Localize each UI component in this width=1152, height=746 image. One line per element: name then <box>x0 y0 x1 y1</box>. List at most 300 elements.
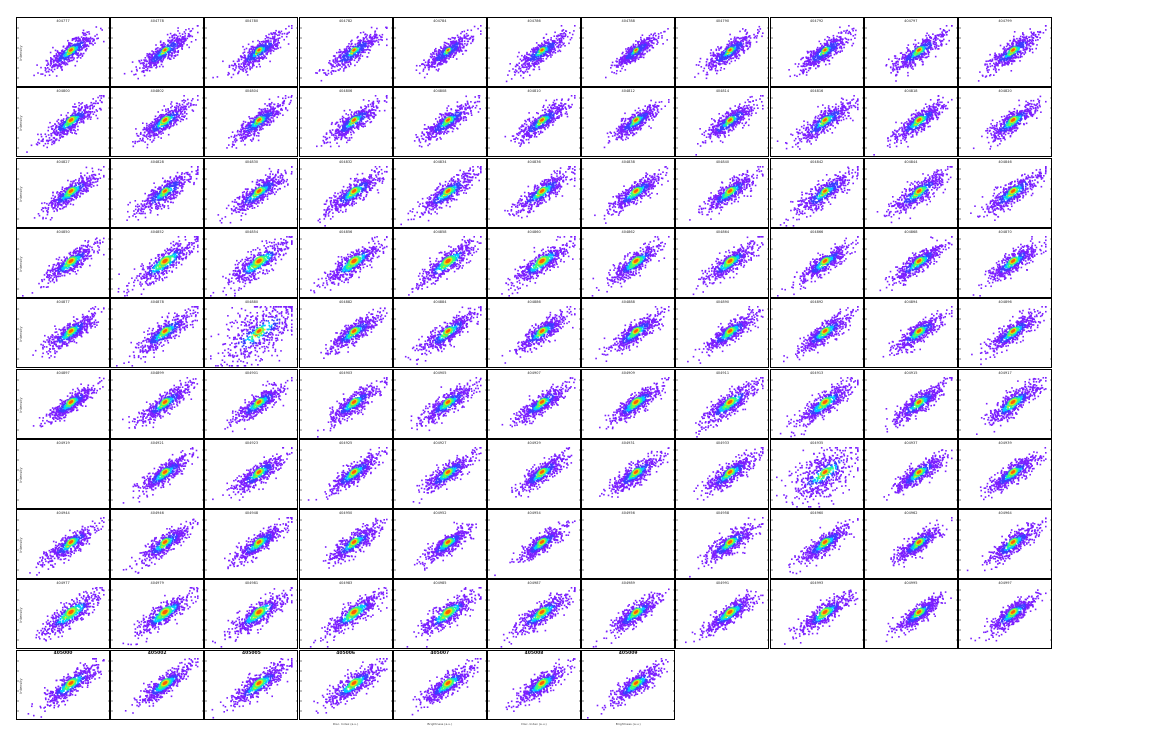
scatter-point <box>524 55 526 57</box>
scatter-point <box>144 60 146 62</box>
scatter-point <box>259 59 261 61</box>
scatter-point <box>509 63 511 65</box>
scatter-point <box>653 43 655 45</box>
scatter-point <box>824 59 826 61</box>
scatter-point <box>762 36 764 38</box>
scatter-point <box>559 50 561 52</box>
scatter-point <box>716 59 718 61</box>
scatter-point <box>833 40 835 42</box>
scatter-point <box>57 58 59 60</box>
scatter-point <box>837 32 839 34</box>
scatter-point <box>728 44 730 46</box>
scatter-point <box>635 53 637 55</box>
scatter-point <box>173 38 175 40</box>
scatter-point <box>847 39 849 41</box>
scatter-point <box>633 55 635 57</box>
scatter-point <box>528 59 530 61</box>
scatter-point <box>79 54 81 56</box>
scatter-point <box>738 54 740 56</box>
scatter-point <box>369 50 371 52</box>
scatter-point <box>266 57 268 59</box>
scatter-point <box>359 43 361 45</box>
scatter-point <box>714 65 716 67</box>
scatter-point <box>807 52 809 54</box>
scatter-point <box>79 40 81 42</box>
scatter-point <box>170 50 172 52</box>
scatter-point <box>176 48 178 50</box>
scatter-point <box>348 66 350 68</box>
scatter-point <box>810 56 812 58</box>
scatter-point <box>159 49 161 51</box>
scatter-point <box>632 56 634 58</box>
scatter-point <box>535 57 537 59</box>
scatter-point <box>250 57 252 59</box>
scatter-point <box>521 60 523 62</box>
scatter-point <box>456 35 458 37</box>
scatter-point <box>641 56 643 58</box>
scatter-point <box>470 30 472 32</box>
scatter-point <box>616 70 618 72</box>
scatter-point <box>328 62 330 64</box>
scatter-point <box>812 59 814 61</box>
scatter-point <box>474 26 476 28</box>
scatter-panel <box>581 17 675 87</box>
scatter-point <box>324 72 326 74</box>
scatter-point <box>715 61 717 63</box>
scatter-point <box>143 70 145 72</box>
scatter-point <box>731 41 733 43</box>
scatter-point <box>458 47 460 49</box>
scatter-point <box>461 31 463 33</box>
scatter-point <box>895 80 897 82</box>
scatter-point <box>532 61 534 63</box>
scatter-point <box>667 39 669 41</box>
scatter-point <box>709 63 711 65</box>
scatter-point <box>280 47 282 49</box>
scatter-point <box>253 52 255 54</box>
scatter-point <box>847 33 849 35</box>
scatter-point <box>195 39 197 41</box>
scatter-point <box>648 41 650 43</box>
scatter-point <box>729 56 731 58</box>
scatter-point <box>852 43 854 45</box>
scatter-point <box>177 54 179 56</box>
scatter-point <box>146 66 148 68</box>
scatter-point <box>360 52 362 54</box>
scatter-point <box>171 37 173 39</box>
scatter-point <box>362 39 364 41</box>
scatter-point <box>61 62 63 64</box>
scatter-point <box>248 55 250 57</box>
scatter-point <box>52 71 54 73</box>
scatter-point <box>359 32 361 34</box>
scatter-point <box>653 47 655 49</box>
scatter-point <box>75 65 77 67</box>
scatter-point <box>49 69 51 71</box>
scatter-point <box>698 64 700 66</box>
panel-title: 404780 <box>205 19 297 23</box>
scatter-point <box>270 49 272 51</box>
scatter-point <box>621 68 623 70</box>
scatter-point <box>336 61 338 63</box>
scatter-point <box>231 77 233 79</box>
scatter-point <box>567 36 569 38</box>
scatter-point <box>462 53 464 55</box>
scatter-point <box>840 41 842 43</box>
scatter-point <box>431 56 433 58</box>
scatter-point <box>84 38 86 40</box>
scatter-point <box>661 37 663 39</box>
scatter-point <box>438 55 440 57</box>
scatter-point <box>447 43 449 45</box>
scatter-point <box>251 46 253 48</box>
scatter-point <box>507 74 509 76</box>
scatter-point <box>826 54 828 56</box>
scatter-point <box>282 36 284 38</box>
scatter-point <box>348 43 350 45</box>
scatter-point <box>258 40 260 42</box>
scatter-point <box>565 34 567 36</box>
scatter-point <box>653 39 655 41</box>
scatter-point <box>543 55 545 57</box>
scatter-point <box>802 63 804 65</box>
scatter-point <box>151 55 153 57</box>
scatter-point <box>213 77 215 79</box>
scatter-point <box>284 33 286 35</box>
scatter-point <box>83 30 85 32</box>
scatter-point <box>626 53 628 55</box>
scatter-point <box>817 57 819 59</box>
scatter-point <box>821 57 823 59</box>
scatter-point <box>836 36 838 38</box>
scatter-point <box>835 39 837 41</box>
scatter-point <box>638 41 640 43</box>
scatter-point <box>63 58 65 60</box>
scatter-point <box>277 46 279 48</box>
scatter-point <box>747 42 749 44</box>
scatter-point <box>740 31 742 33</box>
scatter-point <box>248 65 250 67</box>
scatter-point <box>143 62 145 64</box>
scatter-point <box>472 39 474 41</box>
scatter-point <box>533 59 535 61</box>
scatter-point <box>370 27 372 29</box>
scatter-point <box>248 52 250 54</box>
scatter-point <box>375 34 377 36</box>
scatter-point <box>706 78 708 80</box>
scatter-point <box>381 34 383 36</box>
scatter-point <box>67 47 69 49</box>
scatter-point <box>245 63 247 65</box>
scatter-point <box>197 32 199 34</box>
scatter-point <box>84 46 86 48</box>
scatter-point <box>260 45 262 47</box>
scatter-point <box>431 54 433 56</box>
scatter-point <box>830 43 832 45</box>
scatter-point <box>735 56 737 58</box>
panel-title: 404777 <box>17 19 109 23</box>
scatter-point <box>182 48 184 50</box>
scatter-point <box>451 53 453 55</box>
scatter-point <box>459 36 461 38</box>
scatter-point <box>655 35 657 37</box>
scatter-point <box>542 58 544 60</box>
scatter-point <box>840 32 842 34</box>
scatter-point <box>244 49 246 51</box>
scatter-point <box>322 69 324 71</box>
scatter-point <box>460 33 462 35</box>
scatter-point <box>259 64 261 66</box>
scatter-point <box>78 37 80 39</box>
scatter-point <box>356 37 358 39</box>
scatter-point <box>729 63 731 65</box>
scatter-point <box>378 35 380 37</box>
scatter-point <box>624 58 626 60</box>
scatter-point <box>449 52 451 54</box>
scatter-point <box>440 50 442 52</box>
scatter-point <box>463 47 465 49</box>
scatter-point <box>818 51 820 53</box>
scatter-point <box>448 45 450 47</box>
scatter-point <box>169 40 171 42</box>
scatter-point <box>124 73 126 75</box>
scatter-point <box>84 33 86 35</box>
scatter-point <box>651 42 653 44</box>
scatter-point <box>506 81 508 83</box>
scatter-point <box>749 46 751 48</box>
scatter-point <box>58 64 60 66</box>
scatter-point <box>364 34 366 36</box>
scatter-point <box>342 56 344 58</box>
scatter-point <box>832 48 834 50</box>
scatter-point <box>543 60 545 62</box>
panel-title: 404782 <box>300 19 392 23</box>
scatter-point <box>332 60 334 62</box>
scatter-point <box>157 57 159 59</box>
scatter-point <box>347 56 349 58</box>
scatter-point <box>349 48 351 50</box>
scatter-point <box>707 59 709 61</box>
scatter-point <box>77 53 79 55</box>
scatter-point <box>97 38 99 40</box>
scatter-point <box>813 56 815 58</box>
scatter-point <box>159 48 161 50</box>
scatter-point <box>518 68 520 70</box>
scatter-point <box>818 41 820 43</box>
scatter-point <box>629 56 631 58</box>
scatter-point <box>838 44 840 46</box>
scatter-point <box>816 47 818 49</box>
scatter-point <box>818 61 820 63</box>
scatter-point <box>828 60 830 62</box>
scatter-point <box>833 54 835 56</box>
scatter-point <box>839 46 841 48</box>
scatter-point <box>646 37 648 39</box>
scatter-point <box>443 44 445 46</box>
scatter-point <box>799 70 801 72</box>
scatter-point <box>550 53 552 55</box>
scatter-point <box>541 43 543 45</box>
scatter-point <box>68 58 70 60</box>
scatter-point <box>734 54 736 56</box>
scatter-point <box>819 59 821 61</box>
scatter-point <box>217 76 219 78</box>
scatter-point <box>160 61 162 63</box>
scatter-point <box>825 64 827 66</box>
scatter-point <box>561 45 563 47</box>
scatter-point <box>526 52 528 54</box>
scatter-point <box>432 66 434 68</box>
scatter-point <box>279 31 281 33</box>
scatter-point <box>564 45 566 47</box>
scatter-point <box>718 63 720 65</box>
scatter-point <box>154 61 156 63</box>
scatter-point <box>358 52 360 54</box>
scatter-point <box>362 32 364 34</box>
scatter-point <box>828 63 830 65</box>
scatter-point <box>661 35 663 37</box>
scatter-point <box>186 44 188 46</box>
scatter-point <box>79 50 81 52</box>
scatter-point <box>449 55 451 57</box>
scatter-point <box>75 45 77 47</box>
scatter-point <box>459 48 461 50</box>
scatter-point <box>526 69 528 71</box>
scatter-point <box>341 53 343 55</box>
scatter-point <box>157 59 159 61</box>
scatter-point <box>809 53 811 55</box>
scatter-point <box>536 42 538 44</box>
scatter-point <box>168 51 170 53</box>
scatter-point <box>149 70 151 72</box>
scatter-point <box>359 55 361 57</box>
scatter-point <box>701 66 703 68</box>
scatter-point <box>809 57 811 59</box>
scatter-point <box>621 59 623 61</box>
scatter-point <box>548 44 550 46</box>
scatter-point <box>273 32 275 34</box>
scatter-point <box>72 53 74 55</box>
scatter-point <box>843 44 845 46</box>
scatter-point <box>722 55 724 57</box>
density-plot <box>488 18 581 87</box>
scatter-point <box>636 56 638 58</box>
scatter-point <box>64 54 66 56</box>
scatter-point <box>278 40 280 42</box>
scatter-point <box>376 28 378 30</box>
scatter-point <box>453 52 455 54</box>
scatter-point <box>724 58 726 60</box>
scatter-point <box>907 67 909 69</box>
scatter-point <box>160 41 162 43</box>
scatter-point <box>536 64 538 66</box>
scatter-point <box>617 64 619 66</box>
scatter-point <box>532 49 534 51</box>
scatter-point <box>854 37 856 39</box>
scatter-point <box>700 58 702 60</box>
scatter-point <box>540 45 542 47</box>
scatter-point <box>546 34 548 36</box>
scatter-point <box>82 38 84 40</box>
scatter-point <box>140 63 142 65</box>
scatter-point <box>555 52 557 54</box>
scatter-point <box>334 70 336 72</box>
scatter-point <box>73 57 75 59</box>
panel-title: 404778 <box>111 19 203 23</box>
scatter-point <box>187 35 189 37</box>
scatter-point <box>710 59 712 61</box>
scatter-point <box>647 48 649 50</box>
scatter-point <box>252 52 254 54</box>
scatter-point <box>359 58 361 60</box>
scatter-point <box>831 57 833 59</box>
panel-title: 404797 <box>865 19 957 23</box>
scatter-point <box>167 58 169 60</box>
scatter-point <box>81 36 83 38</box>
scatter-point <box>828 39 830 41</box>
scatter-point <box>229 73 231 75</box>
scatter-point <box>550 39 552 41</box>
scatter-point <box>155 44 157 46</box>
scatter-point <box>342 70 344 72</box>
scatter-point <box>641 41 643 43</box>
scatter-point <box>480 30 482 32</box>
scatter-point <box>179 33 181 35</box>
scatter-point <box>757 29 759 31</box>
scatter-point <box>368 41 370 43</box>
scatter-point <box>830 54 832 56</box>
scatter-point <box>381 36 383 38</box>
scatter-point <box>442 60 444 62</box>
scatter-point <box>278 48 280 50</box>
scatter-point <box>428 62 430 64</box>
scatter-point <box>434 51 436 53</box>
scatter-point <box>244 55 246 57</box>
scatter-point <box>803 66 805 68</box>
scatter-point <box>434 67 436 69</box>
scatter-point <box>80 57 82 59</box>
scatter-point <box>192 28 194 30</box>
scatter-point <box>250 66 252 68</box>
scatter-point <box>528 57 530 59</box>
scatter-point <box>459 47 461 49</box>
scatter-point <box>846 30 848 32</box>
scatter-point <box>730 44 732 46</box>
scatter-point <box>178 50 180 52</box>
scatter-point <box>156 48 158 50</box>
scatter-point <box>745 29 747 31</box>
scatter-point <box>514 74 516 76</box>
scatter-point <box>287 33 289 35</box>
scatter-point <box>276 48 278 50</box>
scatter-point <box>172 35 174 37</box>
scatter-point <box>273 43 275 45</box>
scatter-point <box>425 62 427 64</box>
scatter-point <box>520 75 522 77</box>
scatter-point <box>289 32 291 34</box>
scatter-point <box>362 43 364 45</box>
scatter-point <box>716 57 718 59</box>
scatter-point <box>738 50 740 52</box>
scatter-point <box>277 35 279 37</box>
scatter-point <box>518 52 520 54</box>
scatter-point <box>743 51 745 53</box>
scatter-point <box>262 58 264 60</box>
scatter-point <box>71 43 73 45</box>
scatter-point <box>466 33 468 35</box>
scatter-point <box>65 53 67 55</box>
scatter-point <box>252 61 254 63</box>
